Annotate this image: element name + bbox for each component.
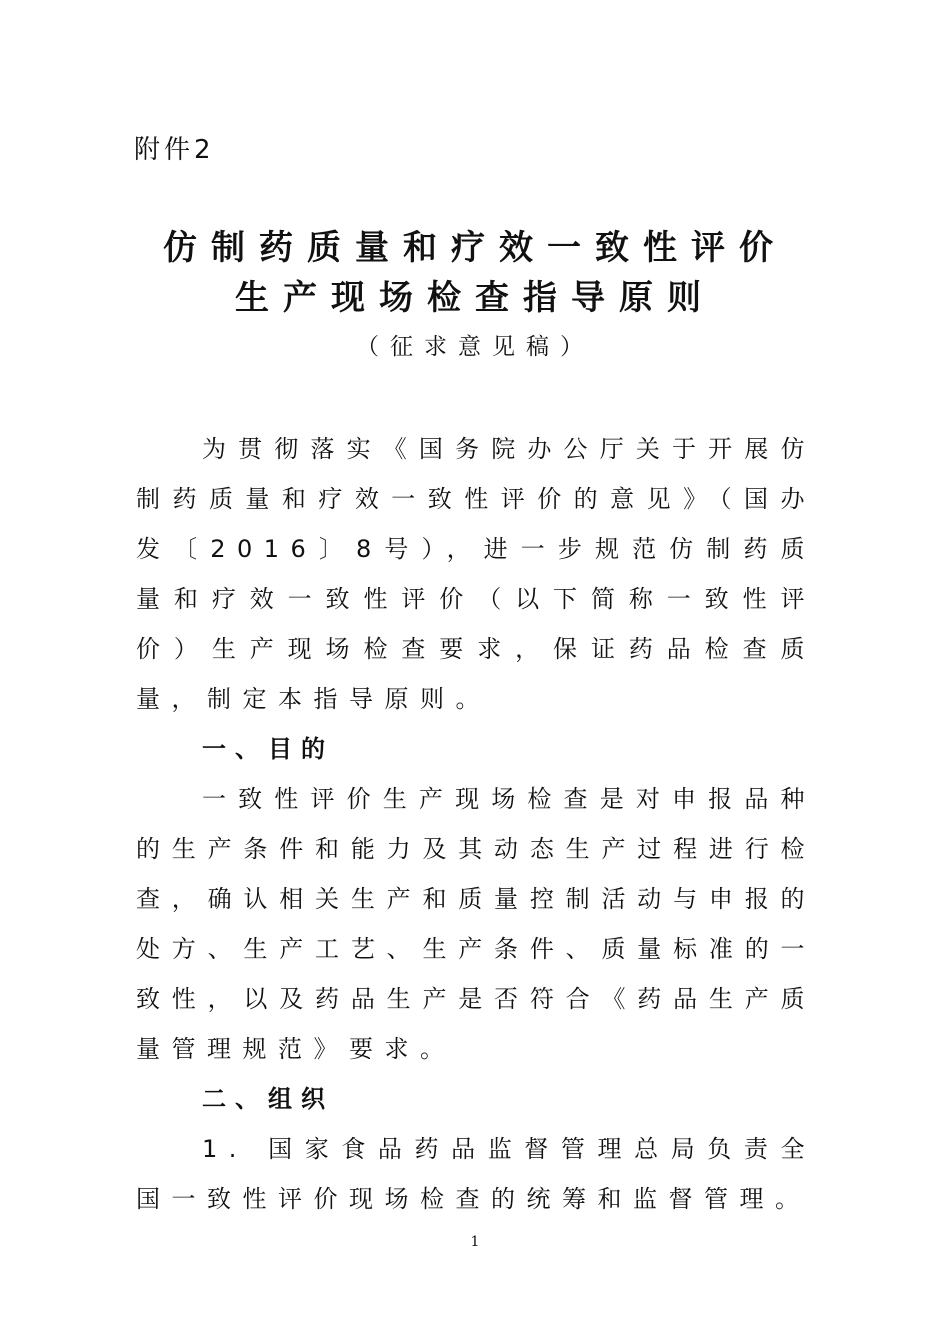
page-number: 1	[470, 1234, 480, 1250]
document-title-line-2: 生产现场检查指导原则	[235, 278, 715, 318]
section-1-paragraph: 一致性评价生产现场检查是对申报品种的生产条件和能力及其动态生产过程进行检查，确认相关生产和质量控制活动与申报的处方、生产工艺、生产条件、质量标准的一致性，以及药品生产是否符合《药品生产质量管理规范》要求。	[136, 785, 816, 1063]
document-body	[136, 424, 816, 1224]
intro-paragraph: 为贯彻落实《国务院办公厅关于开展仿制药质量和疗效一致性评价的意见》（国办发〔2016〕8号），进一步规范仿制药质量和疗效一致性评价（以下简称一致性评价）生产现场检查要求，保证药品检查质量，制定本指导原则。	[136, 435, 816, 713]
section-1-heading: 一、目的	[202, 735, 334, 763]
document-title-line-1: 仿制药质量和疗效一致性评价	[163, 228, 787, 268]
section-2-heading: 二、组织	[202, 1085, 334, 1113]
document-subtitle: （征求意见稿）	[356, 334, 594, 360]
section-2-item-1: 1. 国家食品药品监督管理总局负责全国一致性评价现场检查的统筹和监督管理。	[136, 1135, 816, 1213]
attachment-label: 附件2	[134, 135, 215, 165]
